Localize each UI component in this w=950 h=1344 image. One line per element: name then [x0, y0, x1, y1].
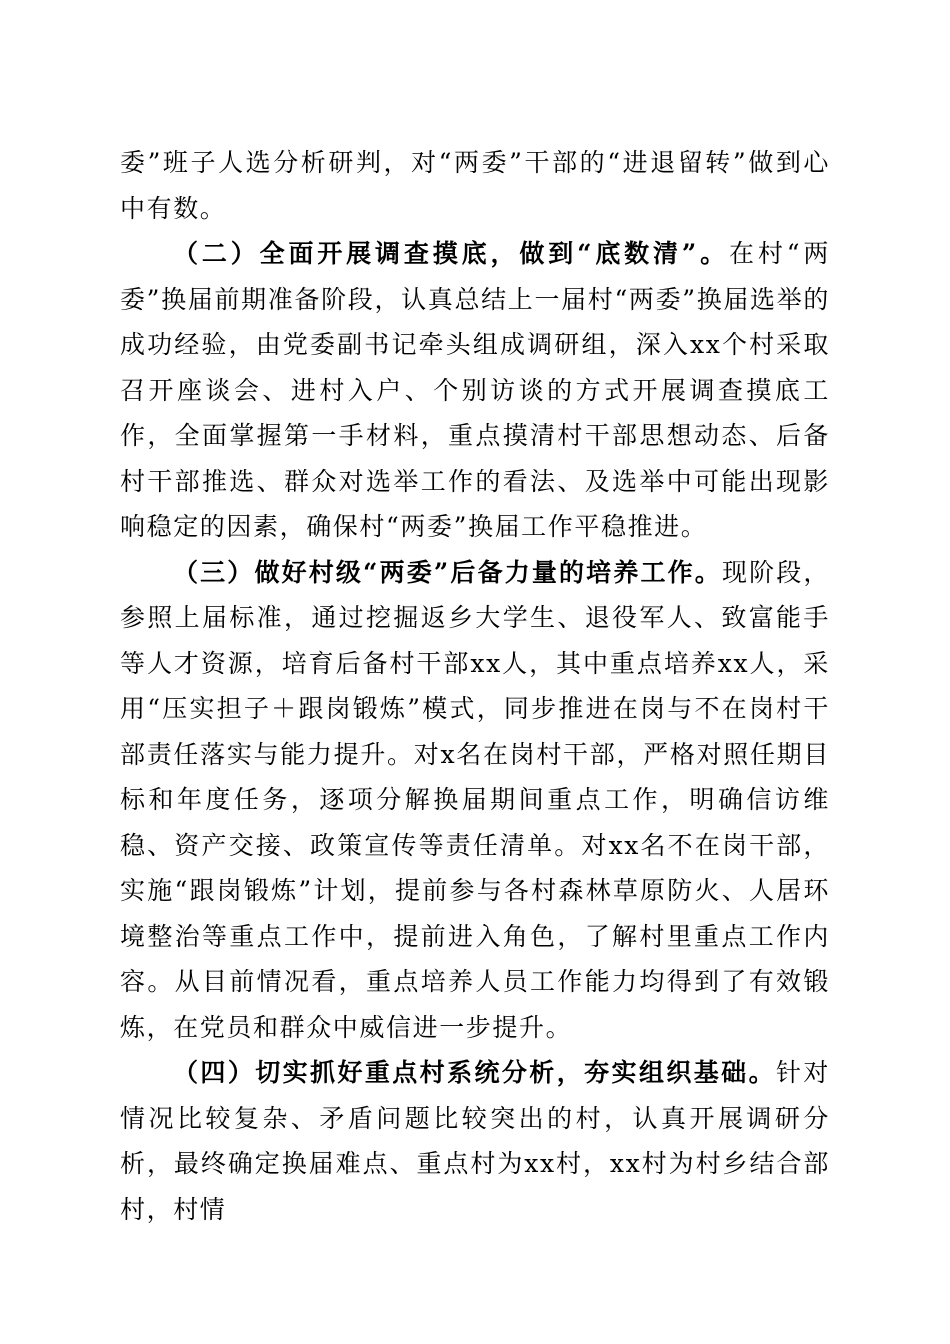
paragraph-continuation: [120, 140, 830, 231]
paragraph-text: 委”班子人选分析研判，对“两委”干部的“进退留转”做到心中有数。: [120, 148, 830, 223]
section-heading: （三）做好村级“两委”后备力量的培养工作。: [173, 557, 722, 587]
section-heading: （二）全面开展调查摸底，做到“底数清”。: [173, 239, 730, 268]
paragraph-section-2: [120, 231, 830, 550]
paragraph-text: 现阶段，参照上届标准，通过挖掘返乡大学生、退役军人、致富能手等人才资源，培育后备村干部xx人，其中重点培养xx人，采用“压实担子＋跟岗锻炼”模式，同步推进在岗与不在岗村干部责任落实与能力提升。对x名在岗村干部，严格对照任期目标和年度任务，逐项分解换届期间重点工作，明确信访维稳、资产交接、政策宣传等责任清单。对xx名不在岗干部，实施“跟岗锻炼”计划，提前参与各村森林草原防火、人居环境整治等重点工作中，提前进入角色，了解村里重点工作内容。从目前情况看，重点培养人员工作能力均得到了有效锻炼，在党员和群众中威信进一步提升。: [120, 557, 830, 1042]
section-heading: （四）切实抓好重点村系统分析，夯实组织基础。: [173, 1058, 776, 1087]
document-page: [120, 140, 830, 1232]
paragraph-text: 在村“两委”换届前期准备阶段，认真总结上一届村“两委”换届选举的成功经验，由党委副书记牵头组成调研组，深入xx个村采取召开座谈会、进村入户、个别访谈的方式开展调查摸底工作，全面掌握第一手材料，重点摸清村干部思想动态、后备村干部推选、群众对选举工作的看法、及选举中可能出现影响稳定的因素，确保村“两委”换届工作平稳推进。: [120, 239, 831, 541]
paragraph-text: 针对情况比较复杂、矛盾问题比较突出的村，认真开展调研分析，最终确定换届难点、重点村为xx村，xx村为村乡结合部村，村情: [120, 1058, 831, 1224]
paragraph-section-4: [120, 1050, 830, 1232]
paragraph-section-3: [120, 550, 830, 1051]
